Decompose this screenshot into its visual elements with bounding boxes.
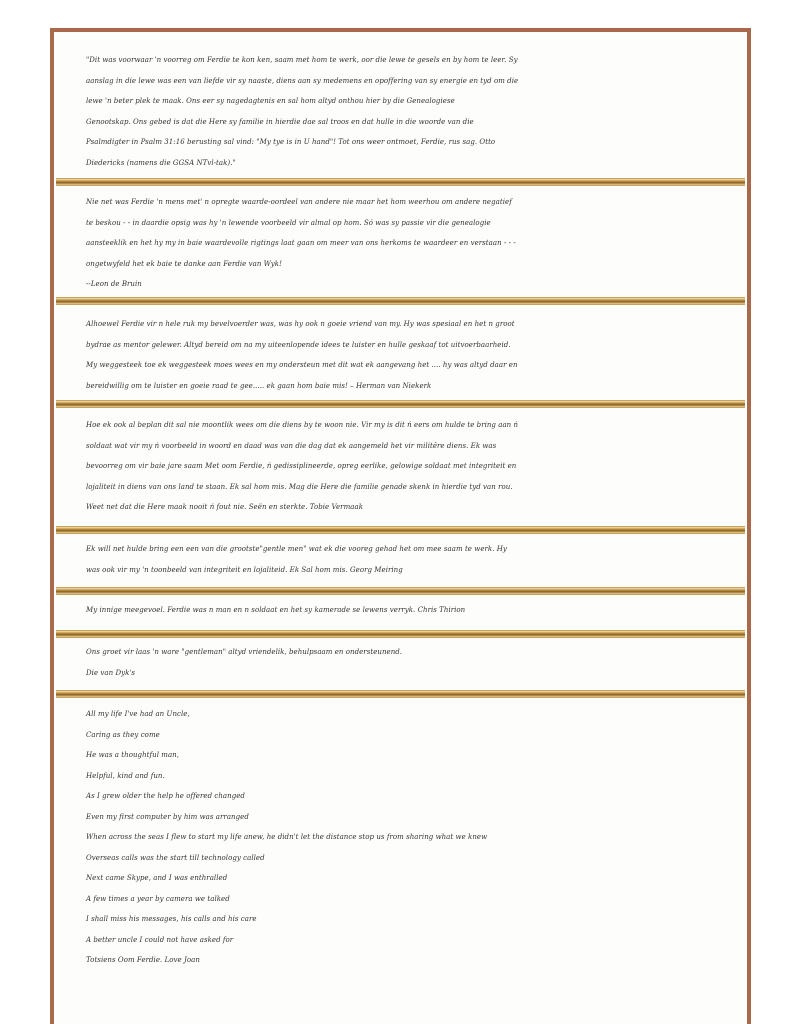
poem-line: Overseas calls was the start till technology called <box>86 853 265 862</box>
tribute-line: soldaat wat vir my ń voorbeeld in woord en daad was van die dag dat ek aangemeld het vir militêre diens. Ek was <box>86 441 497 450</box>
gold-divider <box>56 297 745 305</box>
poem-line: He was a thoughtful man, <box>86 751 180 759</box>
tribute-poem-joan <box>56 704 745 971</box>
poem-line: All my life I've had an Uncle, <box>86 710 190 718</box>
tribute-line: lojaliteit in diens van ons land te staan. Ek sal hom mis. Mag die Here die familie genade skenk in hierdie tyd van rou. <box>86 482 513 491</box>
gold-divider <box>56 587 745 595</box>
poem-line: A few times a year by camera we talked <box>86 894 230 903</box>
poem-line: Helpful, kind and fun. <box>86 771 165 780</box>
tribute-line: Die van Dyk's <box>86 668 136 677</box>
gold-divider <box>56 526 745 534</box>
tribute-line: bevoorreg om vir baie jare saam Met oom Ferdie, ń gedissiplineerde, opreg eerlike, gelowige soldaat met integriteit en <box>86 462 517 470</box>
tribute-herman-van-niekerk <box>56 314 745 396</box>
tribute-line: "Dit was voorwaar 'n voorreg om Ferdie te kon ken, saam met hom te werk, oor die lewe te gesels en by hom te leer. Sy <box>86 56 518 64</box>
tribute-line: Ek will net hulde bring een een van die grootste"gentle men" wat ek die vooreg gehad het om mee saam te werk. Hy <box>86 545 507 553</box>
tribute-line: lewe 'n beter plek te maak. Ons eer sy nagedagtenis en sal hom altyd onthou hier by die Genealogiese <box>86 97 455 105</box>
gold-divider <box>56 178 745 186</box>
poem-line: A better uncle I could not have asked for <box>86 935 234 944</box>
tribute-line: aansteeklik en het hy my in baie waardevolle rigtings laat gaan om meer van ons herkoms te waardeer en verstaan - - - <box>86 239 516 247</box>
tribute-van-dyks <box>56 642 745 683</box>
tribute-line: Genootskap. Ons gebed is dat die Here sy familie in hierdie dae sal troos en dat hulle in die woorde van die <box>86 117 474 126</box>
poem-line: When across the seas I flew to start my life anew, he didn't let the distance stop us from sharing what we knew <box>86 833 488 841</box>
gold-divider <box>56 400 745 408</box>
gold-divider <box>56 690 745 698</box>
tribute-line: bydrae as mentor gelewer. Altyd bereid om na my uiteenlopende idees te luister en hulle geskaaf tot uitvoerbaarheid. <box>86 340 511 349</box>
tribute-line: Weet net dat die Here maak nooit ń fout nie. Seën en sterkte. Tobie Vermaak <box>86 503 364 511</box>
poem-line: Next came Skype, and I was enthralled <box>86 874 228 882</box>
tribute-tobie-vermaak <box>56 415 745 518</box>
tribute-otto-diedericks <box>56 50 745 173</box>
tribute-line: Alhoewel Ferdie vir n hele ruk my bevelvoerder was, was hy ook n goeie vriend van my. Hy was spesiaal en het n groot <box>86 320 515 328</box>
tribute-line: Diedericks (namens die GGSA NTvl-tak)." <box>86 158 236 167</box>
poem-line: Totsiens Oom Ferdie. Love Joan <box>86 956 200 964</box>
tribute-georg-meiring <box>56 539 745 580</box>
gold-divider <box>56 630 745 638</box>
tribute-line: bereidwillig om te luister en goeie raad te gee..... ek gaan hom baie mis! – Herman van Niekerk <box>86 381 432 390</box>
tribute-leon-de-bruin <box>56 192 745 295</box>
tribute-line: ongetwyfeld het ek baie te danke aan Ferdie van Wyk! <box>86 259 282 268</box>
tribute-line: Hoe ek ook al beplan dit sal nie moontlik wees om die diens by te woon nie. Vir my is dit ń eers om hulde te bring aan ń <box>86 421 519 429</box>
poem-line: As I grew older the help he offered changed <box>86 792 245 800</box>
tribute-line: Nie net was Ferdie 'n mens met' n opregte waarde-oordeel van andere nie maar het hom weerhou om andere negatief <box>86 198 512 206</box>
tribute-line: was ook vir my 'n toonbeeld van integriteit en lojaliteid. Ek Sal hom mis. Georg Meiring <box>86 565 403 574</box>
tribute-line: Ons groet vir laas 'n ware "gentleman" altyd vriendelik, behulpsaam en ondersteunend. <box>86 648 403 656</box>
tribute-line: Psalmdigter in Psalm 31:16 berusting sal vind: "My tye is in U hand"! Tot ons weer ontmoet, Ferdie, rus sag. Otto <box>86 138 496 146</box>
poem-line: I shall miss his messages, his calls and his care <box>86 915 257 923</box>
tribute-chris-thirion <box>56 600 745 621</box>
tribute-line: te beskou - - in daardie opsig was hy 'n lewende voorbeeld vir almal op hom. Só was sy passie vir die genealogie <box>86 218 491 227</box>
tribute-line: aanslag in die lewe was een van liefde vir sy naaste, diens aan sy medemens en opoffering van sy energie en tyd om die <box>86 76 519 85</box>
tribute-line: --Leon de Bruin <box>86 280 142 288</box>
tribute-line: My innige meegevoel. Ferdie was n man en n soldaat en het sy kamerade se lewens verryk. Chris Thirion <box>86 606 466 614</box>
poem-line: Caring as they come <box>86 730 160 739</box>
tribute-line: My weggesteek toe ek weggesteek moes wees en my ondersteun met dit wat ek aangevang het .... hy was altyd daar en <box>86 361 518 369</box>
poem-line: Even my first computer by him was arranged <box>86 812 249 821</box>
